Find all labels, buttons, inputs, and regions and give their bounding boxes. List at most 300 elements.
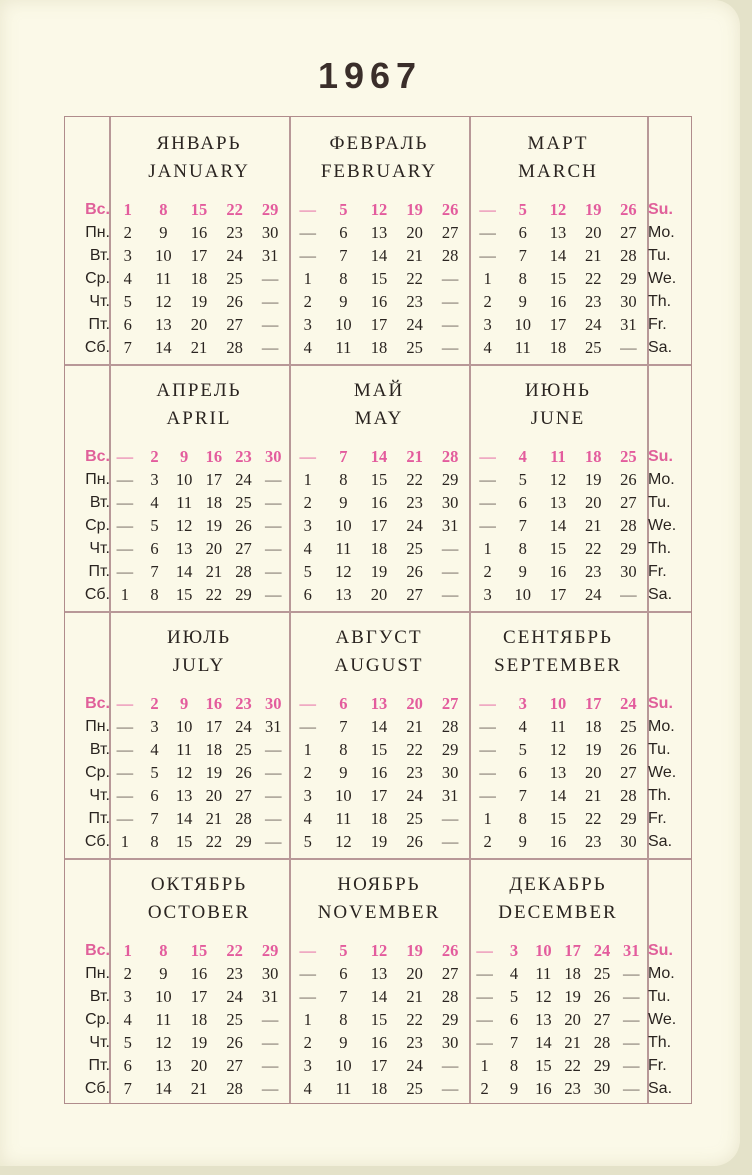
- month-name-en: DECEMBER: [498, 902, 618, 923]
- day-cell: 24: [406, 786, 423, 805]
- empty-day: —: [623, 987, 640, 1006]
- weekday-label-ru: Сб.: [84, 833, 110, 850]
- day-cell: 18: [584, 717, 602, 736]
- empty-day: —: [479, 223, 496, 242]
- day-cell: 12: [549, 200, 567, 219]
- weekday-row: [110, 514, 288, 537]
- day-cell: 13: [370, 964, 388, 983]
- day-cell: 29: [261, 200, 279, 219]
- day-cell: 24: [406, 315, 423, 334]
- empty-day: —: [441, 1056, 459, 1075]
- weekday-label-ru: Пт.: [88, 316, 110, 333]
- day-cell: 22: [226, 200, 243, 219]
- day-cell: 3: [303, 516, 312, 535]
- day-cell: 7: [339, 987, 348, 1006]
- weekday-label-ru: Чт.: [89, 540, 110, 557]
- day-cell: 26: [406, 832, 423, 851]
- weekday-row: [110, 267, 288, 290]
- weekday-label-en: Su.: [648, 942, 673, 959]
- day-cell: 12: [549, 740, 567, 759]
- empty-day: —: [264, 470, 282, 489]
- weekday-label-ru: Чт.: [89, 787, 110, 804]
- day-cell: 23: [406, 1033, 423, 1052]
- empty-day: —: [476, 941, 493, 960]
- weekday-row: [290, 560, 468, 583]
- weekday-label-en: Mo.: [648, 965, 675, 982]
- day-cell: 23: [406, 493, 423, 512]
- weekday-row: [290, 244, 468, 267]
- day-cell: 30: [261, 223, 279, 242]
- day-cell: 2: [303, 763, 312, 782]
- empty-day: —: [261, 292, 279, 311]
- weekday-row: [470, 491, 646, 514]
- day-cell: 26: [441, 200, 459, 219]
- day-cell: 24: [406, 1056, 423, 1075]
- day-cell: 16: [205, 694, 223, 713]
- day-cell: 28: [620, 786, 637, 805]
- weekday-label-ru: Пн.: [85, 224, 110, 241]
- day-cell: 1: [480, 1056, 489, 1075]
- empty-day: —: [479, 717, 496, 736]
- day-cell: 16: [190, 964, 208, 983]
- day-cell: 30: [261, 964, 279, 983]
- day-cell: 23: [406, 292, 423, 311]
- day-cell: 23: [226, 223, 243, 242]
- weekday-row: [290, 313, 468, 336]
- day-cell: 5: [518, 740, 527, 759]
- day-cell: 7: [123, 1079, 132, 1098]
- day-cell: 8: [518, 539, 527, 558]
- day-cell: 29: [261, 941, 279, 960]
- day-cell: 31: [264, 717, 282, 736]
- day-cell: 21: [584, 246, 602, 265]
- day-cell: 12: [335, 832, 352, 851]
- weekday-row: [470, 514, 646, 537]
- day-cell: 3: [303, 1056, 312, 1075]
- day-cell: 21: [406, 717, 423, 736]
- day-cell: 17: [370, 1056, 388, 1075]
- month-days: [470, 445, 646, 606]
- month-days: [290, 939, 468, 1100]
- month-days: [470, 198, 646, 359]
- empty-day: —: [116, 740, 134, 759]
- sunday-row: [110, 445, 288, 468]
- day-cell: 29: [441, 470, 459, 489]
- empty-day: —: [441, 1079, 459, 1098]
- month-days: [110, 692, 288, 853]
- empty-day: —: [479, 694, 496, 713]
- day-cell: 2: [123, 223, 132, 242]
- day-cell: 6: [123, 1056, 132, 1075]
- day-cell: 8: [159, 200, 168, 219]
- empty-day: —: [261, 1010, 279, 1029]
- day-cell: 22: [584, 809, 602, 828]
- month-name-ru: ИЮНЬ: [525, 380, 591, 401]
- day-cell: 17: [564, 941, 581, 960]
- weekday-label-ru: Вс.: [85, 448, 110, 465]
- day-cell: 20: [190, 1056, 208, 1075]
- weekday-row: [110, 313, 288, 336]
- day-cell: 26: [235, 763, 252, 782]
- weekday-label-ru: Вт.: [89, 247, 110, 264]
- weekday-label-ru: Ср.: [85, 764, 110, 781]
- empty-day: —: [441, 539, 459, 558]
- weekday-label-ru: Пн.: [85, 718, 110, 735]
- day-cell: 21: [584, 516, 602, 535]
- weekday-row: [110, 491, 288, 514]
- day-cell: 2: [303, 493, 312, 512]
- empty-day: —: [261, 1079, 279, 1098]
- day-cell: 15: [190, 200, 208, 219]
- weekday-row: [290, 1054, 468, 1077]
- day-cell: 11: [335, 338, 352, 357]
- empty-day: —: [476, 1010, 493, 1029]
- weekday-row: [470, 830, 646, 853]
- day-cell: 8: [339, 269, 348, 288]
- day-cell: 23: [226, 964, 243, 983]
- day-cell: 20: [205, 786, 223, 805]
- day-cell: 1: [483, 539, 492, 558]
- day-cell: 19: [190, 1033, 208, 1052]
- day-cell: 4: [303, 1079, 312, 1098]
- empty-day: —: [479, 493, 496, 512]
- empty-day: —: [261, 1033, 279, 1052]
- weekday-row: [470, 715, 646, 738]
- day-cell: 25: [593, 964, 611, 983]
- day-cell: 26: [235, 516, 252, 535]
- day-cell: 16: [190, 223, 208, 242]
- day-cell: 12: [175, 763, 193, 782]
- weekday-row: [470, 1031, 646, 1054]
- day-cell: 19: [205, 763, 223, 782]
- month-name-en: MARCH: [518, 161, 598, 182]
- month-block-july: [110, 610, 288, 857]
- day-cell: 11: [550, 447, 566, 466]
- empty-day: —: [261, 315, 279, 334]
- sunday-row: [470, 692, 646, 715]
- day-cell: 19: [406, 200, 423, 219]
- day-cell: 18: [190, 1010, 208, 1029]
- weekday-label-ru: Чт.: [89, 1034, 110, 1051]
- day-cell: 6: [123, 315, 132, 334]
- day-cell: 25: [406, 1079, 423, 1098]
- empty-day: —: [441, 832, 459, 851]
- empty-day: —: [479, 470, 496, 489]
- day-cell: 28: [620, 246, 637, 265]
- day-cell: 9: [339, 493, 348, 512]
- day-cell: 6: [509, 1010, 519, 1029]
- weekday-label-en: We.: [648, 270, 677, 287]
- day-cell: 11: [550, 717, 566, 736]
- day-cell: 27: [620, 223, 637, 242]
- empty-day: —: [264, 740, 282, 759]
- day-cell: 26: [441, 941, 459, 960]
- sunday-row: [110, 692, 288, 715]
- empty-day: —: [620, 585, 637, 604]
- day-cell: 30: [441, 763, 459, 782]
- empty-day: —: [476, 1033, 493, 1052]
- weekday-row: [110, 1008, 288, 1031]
- weekday-label-en: Mo.: [648, 718, 675, 735]
- day-cell: 17: [370, 315, 388, 334]
- day-cell: 28: [620, 516, 637, 535]
- day-cell: 9: [180, 447, 189, 466]
- month-block-june: [470, 363, 646, 610]
- weekday-row: [290, 1031, 468, 1054]
- day-cell: 21: [406, 246, 423, 265]
- day-cell: 13: [370, 694, 388, 713]
- day-cell: 13: [370, 223, 388, 242]
- sunday-row: [470, 939, 646, 962]
- day-cell: 4: [303, 539, 312, 558]
- day-cell: 11: [155, 269, 172, 288]
- month-name-ru: ЯНВАРЬ: [156, 133, 242, 154]
- weekday-row: [470, 267, 646, 290]
- day-cell: 21: [190, 338, 208, 357]
- day-cell: 1: [303, 1010, 312, 1029]
- day-cell: 20: [190, 315, 208, 334]
- month-name-en: JANUARY: [148, 161, 250, 182]
- sunday-row: [290, 939, 468, 962]
- empty-day: —: [299, 694, 317, 713]
- day-cell: 10: [535, 941, 552, 960]
- day-cell: 15: [175, 585, 193, 604]
- empty-day: —: [299, 223, 317, 242]
- day-cell: 25: [584, 338, 602, 357]
- day-cell: 8: [518, 269, 527, 288]
- weekday-row: [290, 830, 468, 853]
- weekday-row: [470, 761, 646, 784]
- day-cell: 31: [441, 516, 459, 535]
- day-cell: 15: [370, 1010, 388, 1029]
- weekday-labels-en: [648, 445, 692, 606]
- weekday-labels-ru: [66, 198, 110, 359]
- empty-day: —: [261, 1056, 279, 1075]
- weekday-label-en: Sa.: [648, 586, 673, 603]
- sunday-row: [110, 939, 288, 962]
- empty-day: —: [299, 246, 317, 265]
- day-cell: 18: [564, 964, 581, 983]
- day-cell: 28: [226, 338, 243, 357]
- day-cell: 31: [261, 987, 279, 1006]
- day-cell: 8: [518, 809, 527, 828]
- month-name-ru: МАРТ: [527, 133, 589, 154]
- day-cell: 16: [549, 562, 567, 581]
- weekday-row: [470, 738, 646, 761]
- weekday-row: [110, 715, 288, 738]
- day-cell: 12: [370, 941, 388, 960]
- day-cell: 1: [303, 740, 312, 759]
- day-cell: 16: [549, 292, 567, 311]
- weekday-label-en: Sa.: [648, 1080, 673, 1097]
- weekday-labels-en: [648, 198, 692, 359]
- day-cell: 7: [509, 1033, 519, 1052]
- day-cell: 1: [303, 470, 312, 489]
- day-cell: 9: [339, 1033, 348, 1052]
- empty-day: —: [116, 763, 134, 782]
- day-cell: 4: [150, 493, 159, 512]
- weekday-row: [290, 583, 468, 606]
- day-cell: 30: [441, 493, 459, 512]
- day-cell: 28: [441, 246, 459, 265]
- weekday-row: [470, 962, 646, 985]
- empty-day: —: [299, 717, 317, 736]
- day-cell: 25: [235, 740, 252, 759]
- weekday-label-en: Fr.: [648, 1057, 667, 1074]
- day-cell: 9: [518, 832, 527, 851]
- day-cell: 18: [190, 269, 208, 288]
- empty-day: —: [441, 269, 459, 288]
- weekday-row: [110, 290, 288, 313]
- empty-day: —: [116, 717, 134, 736]
- day-cell: 11: [335, 1079, 352, 1098]
- weekday-row: [470, 537, 646, 560]
- day-cell: 14: [175, 562, 193, 581]
- weekday-row: [110, 336, 288, 359]
- weekday-row: [470, 807, 646, 830]
- day-cell: 18: [584, 447, 602, 466]
- day-cell: 27: [235, 539, 252, 558]
- empty-day: —: [623, 1056, 640, 1075]
- empty-day: —: [479, 763, 496, 782]
- day-cell: 17: [549, 315, 567, 334]
- weekday-label-ru: Ср.: [85, 1011, 110, 1028]
- day-cell: 22: [584, 269, 602, 288]
- day-cell: 8: [150, 585, 159, 604]
- year-title: 1967: [317, 55, 423, 96]
- day-cell: 12: [175, 516, 193, 535]
- day-cell: 7: [518, 516, 527, 535]
- day-cell: 14: [549, 516, 567, 535]
- day-cell: 11: [535, 964, 552, 983]
- empty-day: —: [441, 292, 459, 311]
- month-days: [290, 198, 468, 359]
- month-days: [110, 445, 288, 606]
- day-cell: 19: [584, 200, 602, 219]
- day-cell: 18: [370, 809, 388, 828]
- weekday-row: [290, 221, 468, 244]
- day-cell: 10: [335, 786, 352, 805]
- weekday-label-ru: Вт.: [89, 988, 110, 1005]
- weekday-row: [290, 1077, 468, 1100]
- day-cell: 18: [370, 539, 388, 558]
- day-cell: 14: [549, 786, 567, 805]
- day-cell: 6: [518, 223, 527, 242]
- day-cell: 3: [123, 987, 132, 1006]
- day-cell: 16: [549, 832, 567, 851]
- day-cell: 17: [370, 516, 388, 535]
- weekday-row: [110, 985, 288, 1008]
- day-cell: 14: [370, 447, 388, 466]
- weekday-label-en: Mo.: [648, 471, 675, 488]
- day-cell: 17: [205, 470, 223, 489]
- day-cell: 20: [370, 585, 388, 604]
- day-cell: 30: [264, 694, 282, 713]
- day-cell: 15: [549, 809, 567, 828]
- day-cell: 22: [406, 470, 423, 489]
- day-cell: 21: [205, 562, 223, 581]
- day-cell: 14: [175, 809, 193, 828]
- weekday-label-en: Su.: [648, 695, 673, 712]
- day-cell: 10: [514, 585, 532, 604]
- weekday-label-ru: Сб.: [84, 1080, 110, 1097]
- empty-day: —: [116, 809, 134, 828]
- day-cell: 23: [584, 292, 602, 311]
- weekday-labels-en: [648, 939, 692, 1100]
- day-cell: 19: [564, 987, 581, 1006]
- weekday-row: [290, 491, 468, 514]
- day-cell: 11: [335, 539, 352, 558]
- day-cell: 30: [264, 447, 282, 466]
- weekday-row: [290, 738, 468, 761]
- day-cell: 12: [549, 470, 567, 489]
- day-cell: 17: [584, 694, 602, 713]
- day-cell: 20: [406, 694, 423, 713]
- day-cell: 11: [176, 740, 193, 759]
- sunday-row: [290, 692, 468, 715]
- day-cell: 15: [549, 539, 567, 558]
- day-cell: 2: [483, 562, 492, 581]
- weekday-label-en: Su.: [648, 448, 673, 465]
- day-cell: 14: [370, 717, 388, 736]
- day-cell: 28: [226, 1079, 243, 1098]
- day-cell: 13: [549, 763, 567, 782]
- empty-day: —: [264, 809, 282, 828]
- weekday-label-ru: Пт.: [88, 810, 110, 827]
- day-cell: 9: [180, 694, 189, 713]
- weekday-row: [290, 537, 468, 560]
- empty-day: —: [623, 1033, 640, 1052]
- month-block-august: [290, 610, 468, 857]
- day-cell: 3: [150, 470, 159, 489]
- day-cell: 4: [483, 338, 492, 357]
- day-cell: 20: [584, 763, 602, 782]
- day-cell: 3: [509, 941, 519, 960]
- day-cell: 31: [620, 315, 637, 334]
- day-cell: 27: [441, 223, 459, 242]
- day-cell: 2: [483, 832, 492, 851]
- day-cell: 7: [518, 246, 527, 265]
- day-cell: 25: [406, 539, 423, 558]
- day-cell: 27: [593, 1010, 611, 1029]
- day-cell: 2: [483, 292, 492, 311]
- day-cell: 8: [150, 832, 159, 851]
- day-cell: 6: [339, 964, 348, 983]
- day-cell: 22: [406, 1010, 423, 1029]
- weekday-labels-ru: [66, 445, 110, 606]
- weekday-label-en: Th.: [648, 540, 672, 557]
- weekday-labels-en: [648, 692, 692, 853]
- day-cell: 12: [155, 1033, 172, 1052]
- weekday-row: [470, 290, 646, 313]
- month-block-january: [110, 116, 288, 363]
- day-cell: 22: [226, 941, 243, 960]
- sunday-row: [290, 198, 468, 221]
- day-cell: 15: [175, 832, 193, 851]
- day-cell: 29: [235, 832, 252, 851]
- month-name-ru: СЕНТЯБРЬ: [503, 627, 613, 648]
- day-cell: 30: [620, 292, 637, 311]
- weekday-label-ru: Вс.: [85, 942, 110, 959]
- month-name-en: OCTOBER: [147, 902, 251, 923]
- empty-day: —: [620, 338, 637, 357]
- day-cell: 4: [518, 717, 527, 736]
- weekday-row: [470, 1077, 646, 1100]
- month-name-ru: ИЮЛЬ: [166, 627, 232, 648]
- day-cell: 12: [370, 200, 388, 219]
- month-block-november: [290, 857, 468, 1104]
- day-cell: 3: [483, 585, 492, 604]
